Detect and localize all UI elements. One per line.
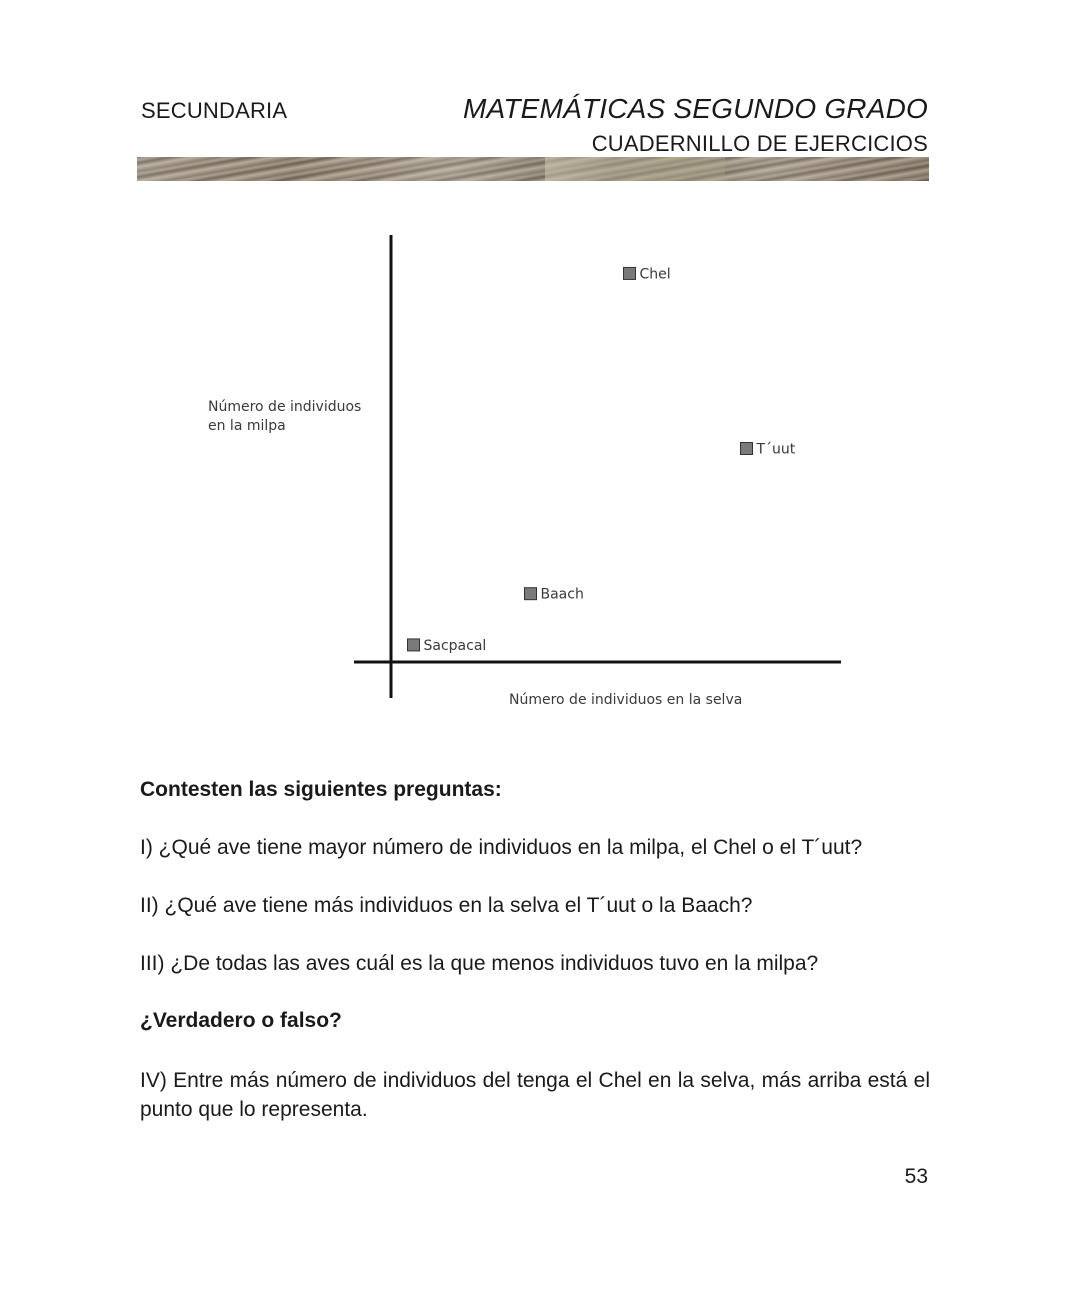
point-marker-2 [741,443,753,455]
point-label-1: Chel [639,266,671,283]
question-1: I) ¿Qué ave tiene mayor número de individuos en la milpa, el Chel o el T´uut? [140,836,863,859]
question-3: III) ¿De todas las aves cuál es la que menos individuos tuvo en la milpa? [140,952,819,975]
point-label-3: Baach [540,586,584,603]
true-false-heading: ¿Verdadero o falso? [140,1009,342,1032]
page-number: 53 [904,1165,928,1188]
y-axis-label-line-2: en la milpa [208,418,286,434]
header-subtitle: CUADERNILLO DE EJERCICIOS [591,131,928,156]
header-title: MATEMÁTICAS SEGUNDO GRADO [463,93,928,124]
point-marker-1 [624,267,636,279]
header-level: SECUNDARIA [141,98,288,123]
question-4: IV) Entre más número de individuos del tenga el Chel en la selva, más arriba está el punto que lo representa. [140,1069,930,1121]
point-label-2: T´uut [756,441,796,458]
data-points [408,266,796,653]
questions-heading: Contesten las siguientes preguntas: [140,778,502,801]
point-label-4: Sacpacal [423,637,487,654]
point-marker-4 [408,639,420,651]
point-marker-3 [525,588,537,600]
question-2: II) ¿Qué ave tiene más individuos en la selva el T´uut o la Baach? [140,894,753,917]
y-axis-label-line-1: Número de individuos [208,399,362,415]
x-axis-label: Número de individuos en la selva [509,692,743,708]
